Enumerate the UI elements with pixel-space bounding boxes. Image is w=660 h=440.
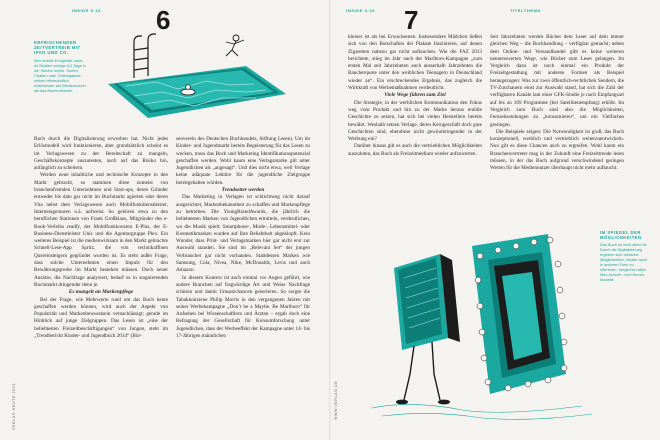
left-subheading-2: Trendsetter werden [221,187,265,194]
right-caption-body: Das Buch ist nicht allein ist. Durch die Digitalisierung ergeben sich vielfache Möglichkeiten, Inhalte auch in anderen Form zu offerieren. Verglichen allen Mini-Ansicht- und Hernen-Modelle. [600,242,648,283]
left-column-2 [176,136,310,340]
left-caption-body: Wer mobile Endgeräte nutzt, ist Studien zufolge 6,2 Tage in der Woche online. Surfen, Chatten oder Onlinegames: wirken offensichtlich erstehender auf Mediennutzer als das Büchersbesen. [34,57,86,93]
left-header: INSIDE 3·16 [72,8,102,13]
right-vertical-text: WWW.VERLAG.DE [334,380,338,420]
left-column-1 [34,136,168,340]
right-subheading: Viele Wege führen zum Ziel [384,92,446,99]
left-col1-para-1: Buch durch die Digitalisierung erworben hat. Nicht jedes Erlösmodell wird funktionieren, aber grundsätzlich scheint es im Verlagswesen zu der Bereitschaft zu mangeln, Geschäftskonzepte auszutesten, auch auf das Risiko hin, anfänglich zu scheitern. [34,136,168,172]
right-column-1 [348,34,482,158]
right-page [330,0,660,440]
left-page-number: 6 [156,5,171,35]
right-header-inside: INSIDE 3·16 [346,8,376,13]
right-colA-para-1: kleiner ist als bei Erwachsenen. Insbesondere Mädchen ließen sich von den Botschaften der Plakate faszinieren, auf denen Zigaretten nahezu gar nicht auftauchen. Wie die FAZ 2013 berichtete, stieg im Jahr nach der Marlboro-Kampagne „zum ersten Mal seit Jahrzehnten auch ausserhalb Jahrzehnten die Raucherquote unter den weiblichen Teenagern in Deutschland wieder an“. Ein erschreckendes Ergebnis, das zugleich die Wirkkraft von Werbemaßnahmen verdeutlicht. [348,34,482,92]
tablet-pool-illustration [96,26,292,130]
book-mirror-illustration [352,224,606,424]
left-caption [34,40,86,93]
left-subheading-1: Es mangelt an Markenpflege [68,289,134,296]
left-vertical-text: VERLAG HEUTE 2016 [12,383,16,430]
right-caption-title: IM SPIEGEL DER MÖGLICHKEITEN [600,230,642,241]
right-colB-para-2: Die Beispiele zeigen: Die Notwendigkeit ist groß, das Buch konzeptionell, werblich und vertrieblich weiterzuentwickeln. Nun gilt es diese Chancen auch zu ergreifen. Wohl kaum ein Branchenvertreter mag in der Zukunft eine Freizeittrende lesen müssen, in der das Buch aufgrund verschwindend geringen Werten für die Mediennutzer überhaupt nicht mehr auftaucht. [490,128,624,172]
left-col1-para-2: Werden neue inhaltliche und technische Konzepte in den Markt gebracht, so stammen diese zumeist von branchenfremden Unternehmen und Start-ups, deren Gründer entweder bis dato gar nicht im Buchmarkt agierten oder deren Vita nebst dem Verlagswesen auch Mobilfunkdienstleister, Internetagenturen o.ä. aufweist. So gehören etwa zu den beruflichen Stationen von Frank Großklaus, Mitgründer des e-Book-Verleihs readfy, der Mobilfunkkonzern E-Plus, der E-Business-Dienstleister Unic und die Agenturgruppe Plex. Ein weiteres Beispiel ist die medienwirksam in den Markt gebrachte Schnell-Lese-App Spritz, die von technikaffinen Quereinsteigern gegründet worden ist. Es steht außer Frage, dass solche Unternehmen einen Impuls für den Bewährungsprobe im Markt bestehen müssen. Doch neuer Ansätze, die Nachfrage analysiert, bedarf es in stagnierenden Buchmarkt dringender denn je. [34,172,168,288]
left-col2-para-3: In diesem Kontext ist auch einmal vor Augen geführt, wie andere Branchen auf fragwürdige Art und Weise Nachfrage schüren und damit Umsatzchancen generieren. So sorgte die Tabakkonzerne Philip Morris in den vergangenen Jahren mit seiner Werbekampagne „Don’t be a Maybe. Be Marlboro“ für Aufsehen bei Wissenschaftlern und Ärzten – ergab doch eine Befragung der Gesellschaft für Konsumforschung unter Jugendlichen, dass der Werbeeffekt der Kampagne unter 14- bis 17-Jährigen männlichen [176,274,310,340]
right-page-number: 7 [404,5,419,35]
right-column-2 [490,34,624,173]
right-caption [600,230,648,282]
left-col2-para-2: Das Marketing in Verlagen ist schlichtweg nicht darauf ausgerichtet, Markenbekanntheit zu schaffen und Markenpflege zu betreiben. Die YoungBrandAwards, die jährlich die beliebtesten Marken von Jugendlichen ermitteln, verdeutlichen, wo die Musik spielt: Smartphone-, Mode-, Lebensmittel- oder Kosmetikmarken wurden auf Ihre Beliebtheit abgeklopft. Kein Wunder, dass Print- und Verlagsmarken hier gar nicht erst zur Auswahl standen. Sie sind im „Relevant Set“ der jungen Verbraucher gar nicht vorhanden. Stattdessen Marken wie Samsung, Cola, Nivea, Nike, McDonalds, Levis und auch Amazon. [176,194,310,274]
right-colA-para-2: Die Strategie, in der werblichen Kommunikation den Fokus weg vom Produkt und hin zu der Marke heraus reuhlle Geschichte zu setzen, hat sich bei vielen Herstellern bereits bewährt. Weshalb setzen Verlage, deren Kerngeschäft doch gute Geschichten sind, ebendiese nicht gewinnbringender in der Werbung ein? [348,99,482,143]
left-col1-para-3: Bei der Frage, wie Mehrwerte rund um das Buch heute geschaffen werden können, wird auch der Aspekt von Popularität und Markenbewusstsein vernachlässigt; gerade im Hinblick auf junge Zielgruppen. Das Lesen ist „eine der beliebtesten Freizeitbeschäftigungen“ von Jungen, steht im „Trendbericht Kinder- und Jugendbuch 2014“ (Bör- [34,296,168,340]
left-col2-para-1: senverein des Deutschen Buchhandels, Stiftung Lesen). Um im Kinder- und Jugendmarkt bereits Begeisterung für das Lesen zu wecken, muss das Buch und Marketing Identifikationspotenzial geschaffen werden. Wohl kaum eine Verlagsmarke gilt unter Jugendlichen als „angesagt“. Und dies nicht etwa, weil Verlage keine adäquate Lektüre für die jugendliche Zielgruppe bereitgehalten würden. [176,136,310,186]
left-caption-title: ERFRISCHENDER ZEITVERTREIB MIT IPAD UND CO. [34,40,81,56]
right-header: TITELTHEMA [510,8,542,13]
right-colA-para-3: Darüber hinaus gilt es auch die vertrieblichen Möglichkeiten auszuloten, das Buch als Freizeitmedium wieder aufzuwerten. [348,143,482,157]
right-colB-para-1: Seit Jahrzehnten werden Bücher dem Leser auf dem immer gleichen Weg – die Buchhandlung – verfügbar gemacht; neben dem Online- und Versandhandel gibt es keine weiteren nennenswerten Wege, wie Bücher zum Leser gelangen. Im Vergleich dazu ist noch einmal ein Produkt der Freizeitgestaltung mit anderen Formen als Beispiel herangezogen: Was zur zwei öffentlich-rechtlichen Sendern, die TV-Zuschauern einst zur Auswahl stand, hat sich die Zahl der verfügbaren Kanäle laut einer GFK-Studie je nach Empfangsart auf bis zu 109 Programme (bei Satellitenempfang) erhöht. Im Vergleich zum Buch sind also die Möglichkeiten, Fernsehsendungen zu „konsumieren“, um ein Vielfaches gestiegen. [490,34,624,128]
